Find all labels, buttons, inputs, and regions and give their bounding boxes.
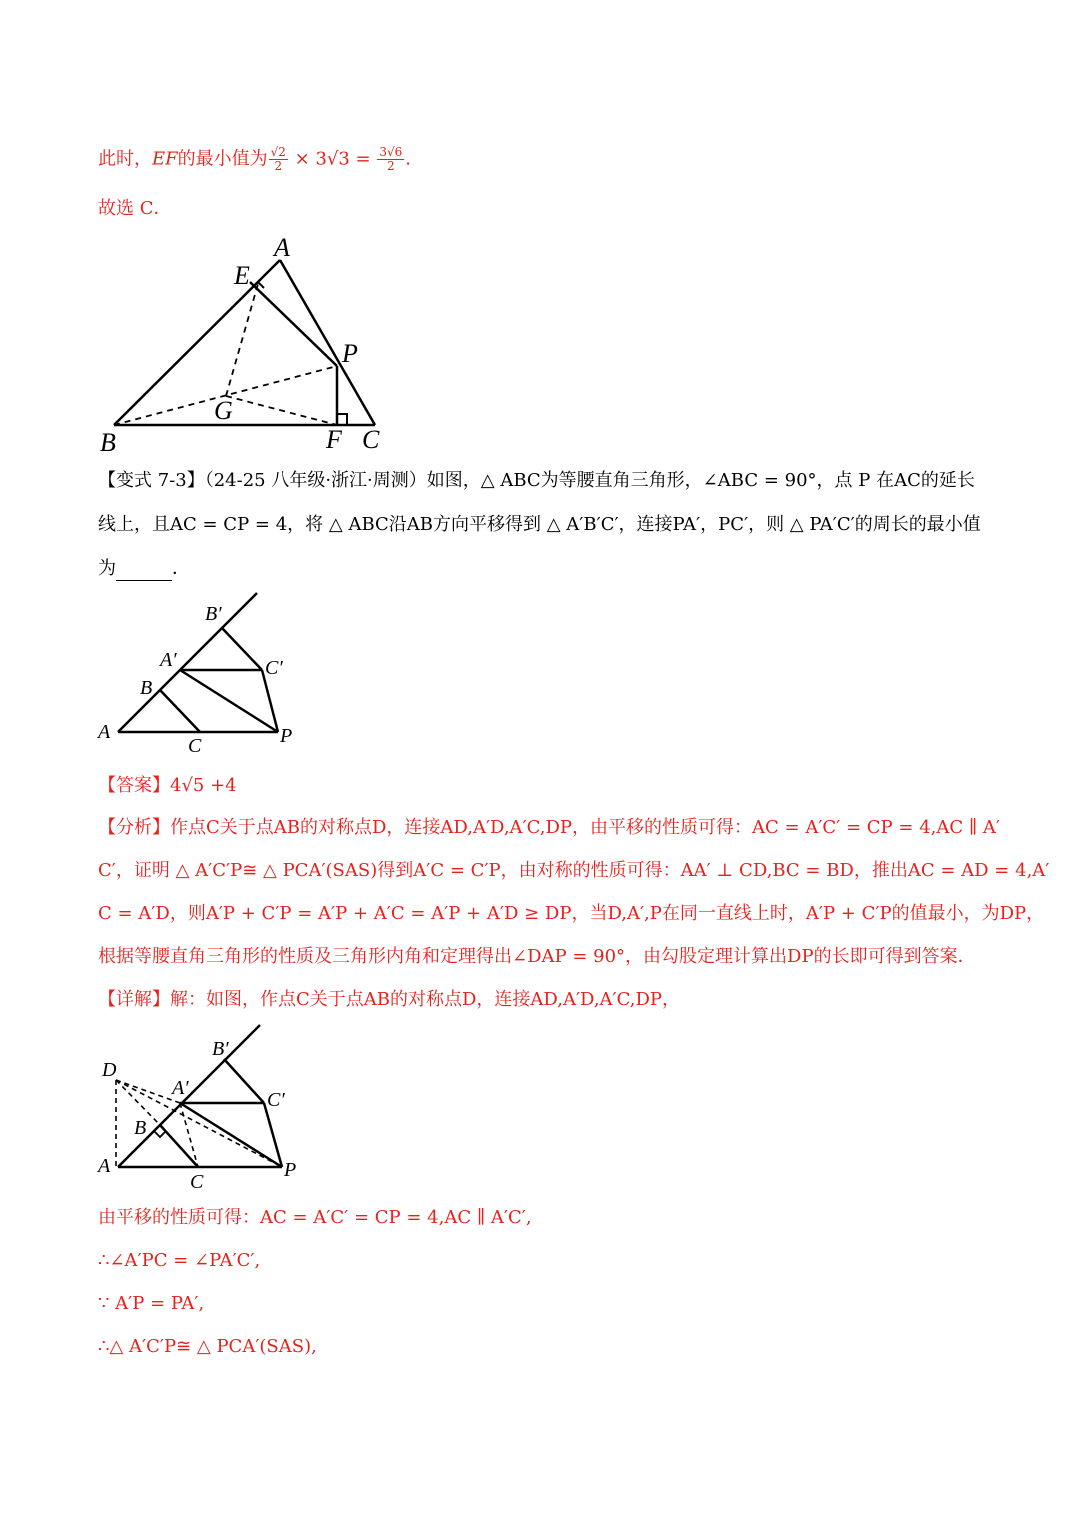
answer-tag: 【答案】: [98, 775, 170, 796]
dash-ge: [226, 284, 258, 396]
label-c: C: [362, 425, 380, 454]
detail-tag: 【详解】: [98, 989, 170, 1010]
line-cp-p: [264, 1103, 282, 1167]
label-a: A: [98, 721, 111, 743]
analysis-line-3: C = A′D，则A′P + C′P = A′P + A′C = A′P + A′D ≥ DP，当D,A′,P在同一直线上时，A′P + C′P的值最小，为DP，: [98, 903, 1045, 924]
answer-blank: [116, 562, 172, 581]
label-c-prime: C′: [267, 1089, 285, 1111]
problem-line-1: 【变式 7-3】（24-25 八年级·浙江·周测）如图，△ ABC为等腰直角三角形，∠ABC = 90°，点 P 在AC的延长: [98, 470, 975, 491]
label-g: G: [214, 396, 233, 425]
label-b-prime: B′: [205, 603, 222, 625]
line-ac: [280, 260, 375, 425]
answer-line: 【答案】4√5 +4: [98, 775, 237, 796]
analysis-line-2: C′，证明 △ A′C′P≅ △ PCA′(SAS)得到A′C = C′P，由对称的性质可得：AA′ ⊥ CD,BC = BD，推出AC = AD = 4,A′: [98, 860, 1050, 881]
step-1: 由平移的性质可得：AC = A′C′ = CP = 4,AC ∥ A′C′,: [98, 1207, 532, 1228]
label-e: E: [234, 261, 250, 290]
label-a: A: [274, 233, 290, 262]
line-ap-p: [180, 670, 278, 732]
dash-apc: [180, 1103, 198, 1167]
figure-1-lines: [114, 260, 375, 425]
dash-db: [116, 1080, 160, 1125]
line-ep: [250, 282, 337, 366]
analysis-line-1: 【分析】作点C关于点AB的对称点D，连接AD,A′D,A′C,DP，由平移的性质可得：AC = A′C′ = CP = 4,AC ∥ A′: [98, 817, 1000, 838]
label-c: C: [188, 735, 202, 757]
dash-gf: [226, 396, 337, 425]
problem-line-3: 为 ．: [98, 558, 190, 579]
label-p: P: [284, 1159, 297, 1181]
line-a-ray: [118, 593, 257, 732]
label-p: P: [342, 339, 358, 368]
label-b-prime: B′: [212, 1038, 229, 1060]
right-angle-e: [252, 282, 264, 288]
label-a-prime: A′: [172, 1077, 189, 1099]
label-b: B: [134, 1117, 147, 1139]
analysis-line-4: 根据等腰直角三角形的性质及三角形内角和定理得出∠DAP = 90°，由勾股定理计算出DP的长即可得到答案．: [98, 946, 976, 967]
answer-sqrt: √5: [181, 775, 205, 796]
dash-dp: [116, 1080, 282, 1167]
label-c-prime: C′: [265, 657, 283, 679]
step-4: ∴△ A′C′P≅ △ PCA′(SAS),: [98, 1336, 317, 1357]
line-bp-cp: [222, 628, 262, 670]
line1-text: 的最小值为: [177, 148, 268, 170]
line-bc: [160, 1125, 198, 1167]
figure-1-dashed: [114, 284, 337, 425]
right-angle-b: [154, 1131, 166, 1137]
label-p: P: [280, 725, 293, 747]
line-bc: [160, 690, 200, 732]
dash-bp: [114, 366, 337, 425]
right-angle-f: [337, 414, 347, 425]
fraction-2: $\frac{3√6}{2}$: [379, 145, 403, 173]
step-3: ∵ A′P = PA′,: [98, 1293, 205, 1314]
label-a-prime: A′: [160, 649, 177, 671]
detail-line: 【详解】解：如图，作点C关于点AB的对称点D，连接AD,A′D,A′C,DP，: [98, 989, 681, 1010]
label-a: A: [98, 1155, 111, 1177]
step-2: ∴∠A′PC = ∠PA′C′,: [98, 1250, 261, 1271]
line1-ef: EF: [152, 148, 178, 170]
label-b: B: [100, 428, 116, 457]
line-a-ray: [118, 1025, 260, 1167]
choice-line: 故选 C．: [98, 198, 172, 219]
solution-line-ef: 此时，EF的最小值为 $\frac{√2}{2}$ × 3√3 = $\frac{3√6}{2}$ .: [98, 145, 412, 173]
fraction-1: $\frac{√2}{2}$: [270, 145, 286, 173]
line-cp-p: [262, 670, 278, 732]
label-d: D: [102, 1059, 117, 1081]
line1-prefix: 此时，: [98, 148, 152, 170]
line1-times: × 3: [288, 148, 327, 170]
line-ba: [114, 260, 280, 425]
analysis-tag: 【分析】: [98, 817, 170, 838]
label-b: B: [140, 677, 153, 699]
problem-line-2: 线上，且AC = CP = 4，将 △ ABC沿AB方向平移得到 △ A′B′C′，连接PA′，PC′，则 △ PA′C′的周长的最小值: [98, 514, 981, 535]
label-f: F: [326, 425, 342, 454]
dash-dap: [116, 1080, 180, 1103]
line-bp-cp: [224, 1059, 264, 1103]
problem-source: （24-25 八年级·浙江·周测）如图，: [204, 470, 481, 491]
line1-sqrt3: √3: [326, 148, 350, 170]
line-ap-p: [180, 1103, 282, 1167]
label-c: C: [190, 1171, 204, 1193]
problem-tag: 【变式 7-3】: [98, 470, 205, 491]
